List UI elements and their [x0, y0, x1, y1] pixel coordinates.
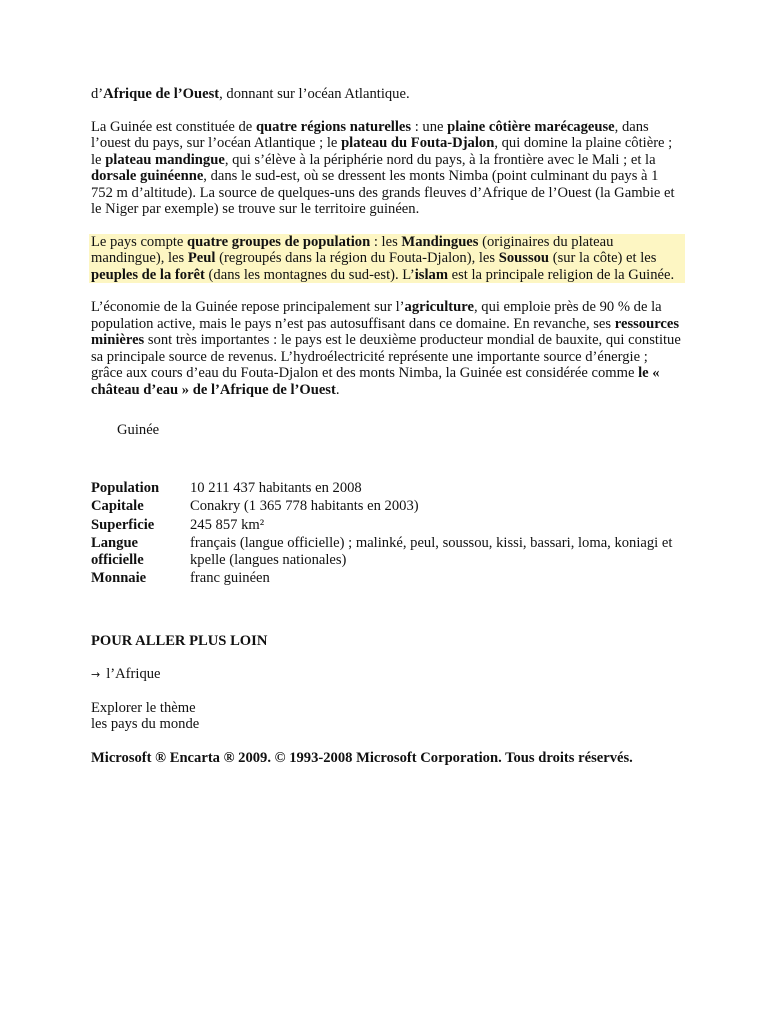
regions-text: , qui domine la plaine côtière ; le — [91, 135, 673, 168]
intro-paragraph — [91, 86, 681, 103]
related-link[interactable] — [91, 666, 681, 684]
population-text: : les — [370, 233, 402, 250]
related-link-label[interactable]: l’Afrique — [106, 666, 161, 682]
regions-text: , dans le sud-est, où se dressent les monts Nimba (point culminant du pays à 1 752 m d’altitude). La source de quelques-uns des grands fleuves d’Afrique de l’Ouest (la Gambie et le Niger par exemple) se trouve sur le territoire guinéen. — [91, 168, 675, 217]
table-row — [91, 535, 681, 570]
economy-text: sont très importantes : le pays est le deuxième producteur mondial de bauxite, qui constitue sa principale source de revenus. L’hydroélectricité représente une importante source d’énergie ; grâce aux cours d’eau du Fouta-Djalon et des monts Nimba, la Guinée est considérée comme — [91, 332, 681, 381]
economy-paragraph — [91, 299, 681, 398]
regions-bold: dorsale guinéenne — [91, 168, 204, 184]
population-bold: Peul — [187, 250, 216, 266]
document-page — [91, 86, 681, 766]
facts-table — [91, 480, 681, 589]
economy-bold: le « château d’eau » de l’Afrique de l’Ouest — [91, 365, 660, 398]
intro-bold: Afrique de l’Ouest — [103, 86, 220, 102]
economy-text: , qui emploie près de 90 % de la population active, mais le pays n’est pas autosuffisant dans ce domaine. En revanche, ses — [91, 299, 662, 332]
regions-text: , dans l’ouest du pays, sur l’océan Atlantique ; le — [91, 118, 649, 151]
fact-label: Langue officielle — [91, 535, 144, 568]
population-bold: quatre groupes de population — [187, 233, 371, 250]
population-text: (sur la côte) et les — [549, 250, 657, 266]
explore-label: Explorer le thème — [91, 699, 196, 716]
population-bold: islam — [414, 266, 448, 283]
fact-value: français (langue officielle) ; malinké, peul, soussou, kissi, bassari, loma, koniagi et kpelle (langues nationales) — [190, 535, 673, 568]
explore-theme-link[interactable]: les pays du monde — [91, 716, 200, 732]
table-row — [91, 498, 681, 517]
population-text: (dans les montagnes du sud-est). L’ — [204, 266, 415, 283]
regions-bold: plateau du Fouta-Djalon — [341, 135, 495, 151]
fact-value: 245 857 km² — [190, 516, 265, 533]
fact-label: Population — [91, 479, 160, 496]
population-text: est la principale religion de la Guinée. — [447, 266, 675, 283]
image-caption: Guinée — [117, 422, 160, 438]
section-heading: POUR ALLER PLUS LOIN — [91, 632, 268, 649]
fact-value: 10 211 437 habitants en 2008 — [190, 479, 362, 496]
table-row — [91, 570, 681, 589]
regions-bold: plaine côtière marécageuse — [447, 118, 615, 135]
table-row — [91, 480, 681, 499]
fact-value: Conakry (1 365 778 habitants en 2003) — [190, 498, 419, 514]
fact-label: Superficie — [91, 516, 155, 533]
population-text: (originaires du plateau mandingue), les — [91, 233, 614, 266]
economy-text: L’économie de la Guinée repose principalement sur l’ — [91, 299, 405, 315]
fact-label: Capitale — [91, 498, 144, 514]
intro-text-end: , donnant sur l’océan Atlantique. — [219, 86, 410, 102]
population-text: (regroupés dans la région du Fouta-Djalon), les — [215, 250, 499, 266]
regions-text: , qui s’élève à la périphérie nord du pays, à la frontière avec le Mali ; et la — [224, 151, 656, 168]
population-paragraph — [89, 234, 685, 284]
population-text: Le pays compte — [91, 233, 188, 250]
regions-bold: quatre régions naturelles — [255, 118, 412, 135]
economy-bold: ressources minières — [91, 315, 680, 348]
regions-text: : une — [411, 118, 448, 135]
population-bold: Soussou — [498, 250, 550, 266]
regions-paragraph — [91, 119, 681, 218]
economy-bold: agriculture — [404, 299, 474, 315]
regions-bold: plateau mandingue — [105, 151, 225, 168]
intro-text: d’ — [91, 86, 104, 102]
population-bold: Mandingues — [401, 233, 479, 250]
fact-value: franc guinéen — [190, 570, 270, 586]
fact-label: Monnaie — [91, 570, 147, 586]
copyright-notice: Microsoft ® Encarta ® 2009. © 1993-2008 Microsoft Corporation. Tous droits réservés. — [91, 749, 633, 766]
economy-text: . — [335, 381, 340, 398]
explore-block — [91, 700, 681, 733]
regions-text: La Guinée est constituée de — [91, 118, 256, 135]
population-bold: peuples de la forêt — [91, 266, 205, 283]
arrow-right-icon: → — [91, 668, 101, 681]
table-row — [91, 517, 681, 536]
